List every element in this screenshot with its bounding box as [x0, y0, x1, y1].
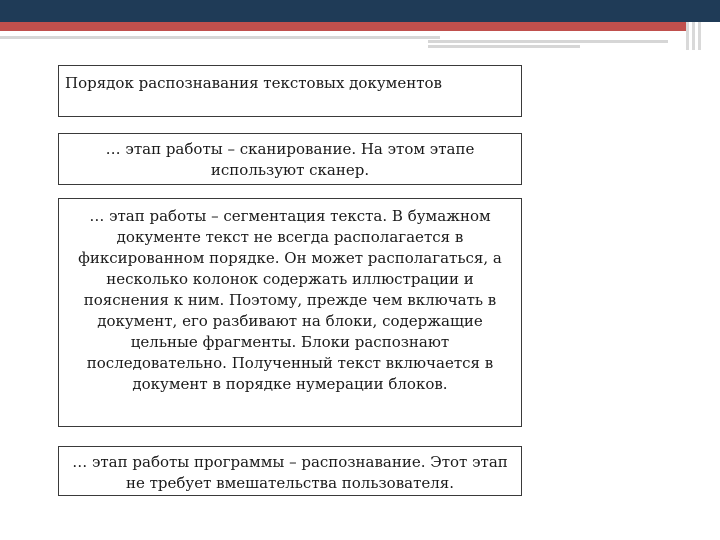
step-text-recognition: … этап работы программы – распознавание. Этот этап не требует вмешательства пользователя. [72, 453, 508, 492]
decorative-line-left [0, 36, 440, 39]
header-bar [0, 0, 720, 22]
step-text-scanning: … этап работы – сканирование. На этом этапе используют сканер. [105, 140, 475, 179]
decorative-line-short [428, 45, 580, 48]
step-box-segmentation [58, 198, 522, 427]
slide-title: Порядок распознавания текстовых документов [65, 74, 442, 92]
step-text-segmentation: … этап работы – сегментация текста. В бумажном документе текст не всегда располагается в фиксированном порядке. Он может располагаться, а несколько колонок содержать иллюстрации и пояснения к ним. Поэтому, прежде чем включать в документ, его разбивают на блоки, содержащие цельные фрагменты. Блоки распознают последовательно. Полученный текст включается в документ в порядке нумерации блоков. [78, 207, 502, 393]
step-box-recognition [58, 446, 522, 496]
header-accent-stripe [0, 22, 720, 31]
corner-decoration [686, 0, 720, 50]
step-box-scanning [58, 133, 522, 185]
title-box [58, 65, 522, 117]
decorative-line-middle [428, 40, 668, 43]
